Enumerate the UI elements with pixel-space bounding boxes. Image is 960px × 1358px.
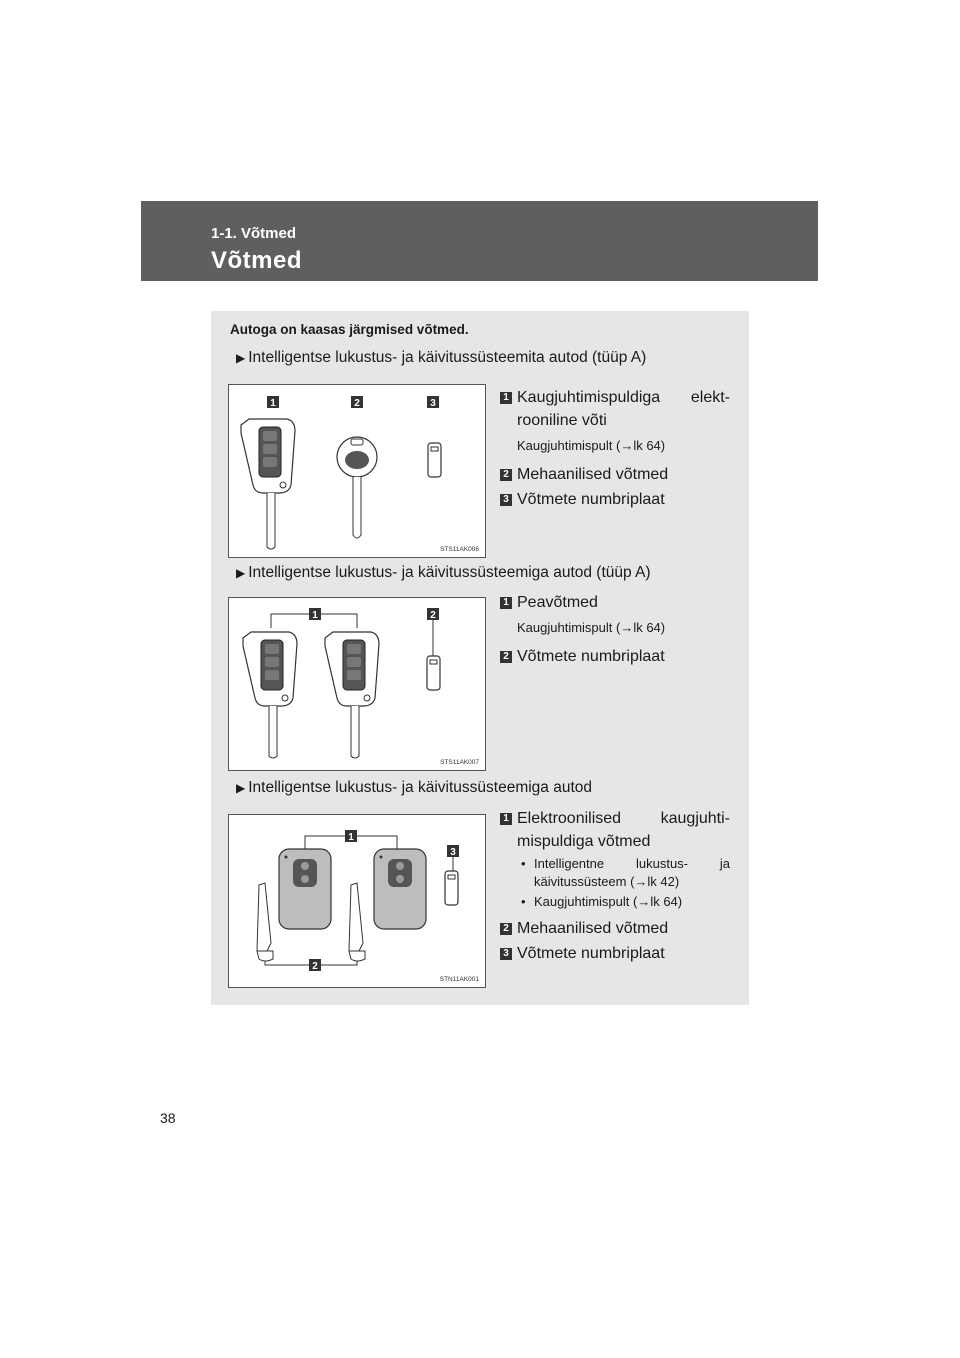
svg-text:2: 2 <box>430 610 436 621</box>
section-2-callouts <box>500 591 730 670</box>
figure-3 <box>228 814 486 988</box>
figure-2 <box>228 597 486 771</box>
svg-text:3: 3 <box>430 398 436 409</box>
chapter-header <box>141 201 818 281</box>
list-item: 1 Peavõtmed <box>500 591 730 614</box>
bullet-item: • Kaugjuhtimispult (→lk 64) <box>521 894 683 909</box>
section-label: 1-1. Võtmed <box>211 225 297 242</box>
page-number: 38 <box>160 1110 176 1126</box>
section-1-heading: ▶ Intelligentse lukustus- ja käivitussüsteemita autod (tüüp A) <box>236 349 647 366</box>
list-item: 2 Mehaanilised võtmed <box>500 917 730 940</box>
list-item: 1 Kaugjuhtimispuldiga elekt-rooniline võti <box>500 386 730 432</box>
figure-code: STN11AK001 <box>439 976 479 983</box>
list-item: 3 Võtmete numbriplaat <box>500 488 730 511</box>
svg-text:3: 3 <box>450 847 456 858</box>
figure-1 <box>228 384 486 558</box>
figure-code: STS11AK006 <box>440 546 479 553</box>
item-note: Kaugjuhtimispult (→lk 64) <box>517 438 666 453</box>
svg-text:2: 2 <box>312 961 318 972</box>
list-item: 1 Elektroonilised kaugjuhti-mispuldiga võtmed <box>500 807 730 853</box>
bullet-item: • Intelligentne lukustus- ja käivitussüsteem (→lk 42) <box>521 856 730 889</box>
section-3-callouts <box>500 807 730 967</box>
list-item: 2 Mehaanilised võtmed <box>500 463 730 486</box>
section-1-callouts <box>500 386 730 513</box>
item-note: Kaugjuhtimispult (→lk 64) <box>517 620 666 635</box>
content-panel <box>211 311 749 1005</box>
svg-text:1: 1 <box>312 610 318 621</box>
list-item: 2 Võtmete numbriplaat <box>500 645 730 668</box>
section-3-heading: ▶ Intelligentse lukustus- ja käivitussüsteemiga autod <box>236 779 593 796</box>
page-title: Võtmed <box>211 247 303 274</box>
figure-code: STS11AK007 <box>440 759 479 766</box>
list-item: 3 Võtmete numbriplaat <box>500 942 730 965</box>
triangle-right-icon: ▶ <box>236 566 246 580</box>
svg-text:2: 2 <box>354 398 360 409</box>
section-2-heading: ▶ Intelligentse lukustus- ja käivitussüsteemiga autod (tüüp A) <box>236 564 651 581</box>
triangle-right-icon: ▶ <box>236 351 246 365</box>
triangle-right-icon: ▶ <box>236 781 246 795</box>
intro-text: Autoga on kaasas järgmised võtmed. <box>230 322 469 337</box>
svg-text:1: 1 <box>348 832 354 843</box>
svg-text:1: 1 <box>270 398 276 409</box>
